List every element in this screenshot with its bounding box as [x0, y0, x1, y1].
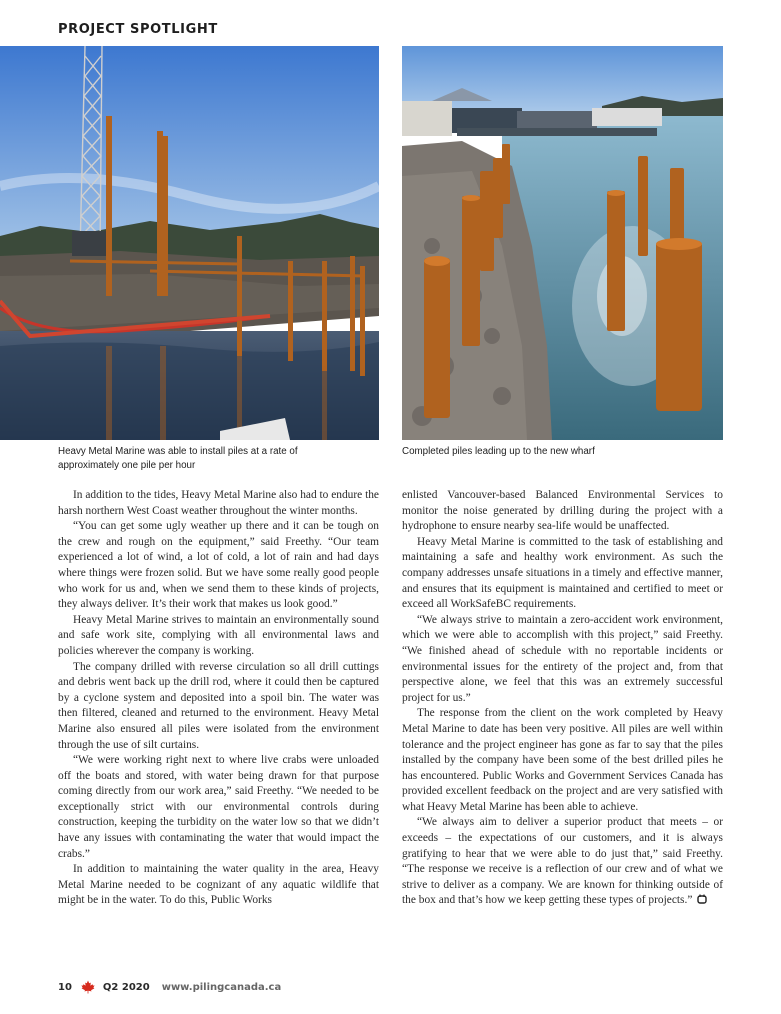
- paragraph: The response from the client on the work completed by Heavy Metal Marine to date has been very positive. All piles are well within tolerance and the project engineer has gone as far to say that the piles installed by the company have been some of the best drilled piles he has encountered. Public Works and Government Services Canada has provided excellent feedback on the project and are very satisfied with what Heavy Metal Marine has been able to achieve.: [402, 707, 723, 813]
- paragraph: “We were working right next to where live crabs were unloaded off the boats and stored, with water being drawn for that purpose coming directly from our work area,” said Freethy. “We needed to be exceptionally strict with our environmental controls during construction, keeping the turbidity on the water low so that we didn’t have any issues with contaminating the water that would impact the crabs.”: [58, 754, 379, 860]
- paragraph: Heavy Metal Marine is committed to the task of establishing and maintaining a safe and healthy work environment. As such the company addresses unsafe situations in a timely and effective manner, and ensures that its equipment is maintained and certified to meet or exceed all WorkSafeBC requirements.: [402, 535, 723, 611]
- issue-label: Q2 2020: [102, 981, 150, 993]
- paragraph: “We always strive to maintain a zero-accident work environment, which we were able to accomplish with this project,” said Freethy. “We finished ahead of schedule with no reportable incidents or environmental issues for the entirety of the project and, from that perspective alone, we feel that this was an extremely successful project for us.”: [402, 613, 723, 704]
- photo-completed-piles: [402, 46, 723, 440]
- article-column-right: [402, 488, 723, 909]
- paragraph: “You can get some ugly weather up there and it can be tough on the crew and rough on the equipment,” said Freethy. “Our team experienced a lot of wind, a lot of cold, a lot of rain and had days where things were frozen solid. But we have some really good people who work for us and, when we send them to these kinds of projects, they always deliver. It’s their work that makes us look good.”: [58, 520, 379, 611]
- caption-left: Heavy Metal Marine was able to install piles at a rate of approximately one pile per hour: [58, 446, 298, 471]
- last-paragraph: [402, 815, 723, 909]
- paragraph: In addition to maintaining the water quality in the area, Heavy Metal Marine needed to be cognizant of any aquatic wildlife that might be in the water. To do this, Public Works: [58, 863, 379, 907]
- maple-leaf-icon: [81, 980, 95, 994]
- end-mark-icon: [697, 894, 707, 904]
- article-column-left: [58, 488, 379, 909]
- page-number: 10: [58, 981, 72, 993]
- section-header: PROJECT SPOTLIGHT: [58, 22, 218, 37]
- page-footer: [58, 979, 281, 995]
- paragraph: The company drilled with reverse circulation so all drill cuttings and debris went back up the drill rod, where it could then be captured by a cyclone system and deposited into a spoil bin. The water was then filtered, cleaned and returned to the environment. Heavy Metal Marine also ensured all piles were isolated from the environment through the use of silt curtains.: [58, 660, 379, 751]
- caption-right: Completed piles leading up to the new wharf: [402, 446, 595, 457]
- paragraph: In addition to the tides, Heavy Metal Marine also had to endure the harsh northern West Coast weather throughout the winter months.: [58, 489, 379, 517]
- site-url[interactable]: www.pilingcanada.ca: [161, 981, 282, 993]
- paragraph-text: “We always aim to deliver a superior product that meets – or exceeds – the expectations of our customers, and it is always gratifying to hear that we were able to do just that,” said Freethy. “The response we receive is a reflection of our crew and of what we strive to deliver as a company. We are known for thinking outside of the box and that’s how we keep getting these types of projects.”: [402, 816, 723, 907]
- photo-drilling-rig: [0, 46, 379, 440]
- paragraph: Heavy Metal Marine strives to maintain an environmentally sound and safe work site, complying with all environmental laws and policies wherever the company is working.: [58, 613, 379, 657]
- paragraph-continued: enlisted Vancouver-based Balanced Environmental Services to monitor the noise generated by drilling during the project with a hydrophone to ensure nearby sea-life would be unaffected.: [402, 489, 723, 533]
